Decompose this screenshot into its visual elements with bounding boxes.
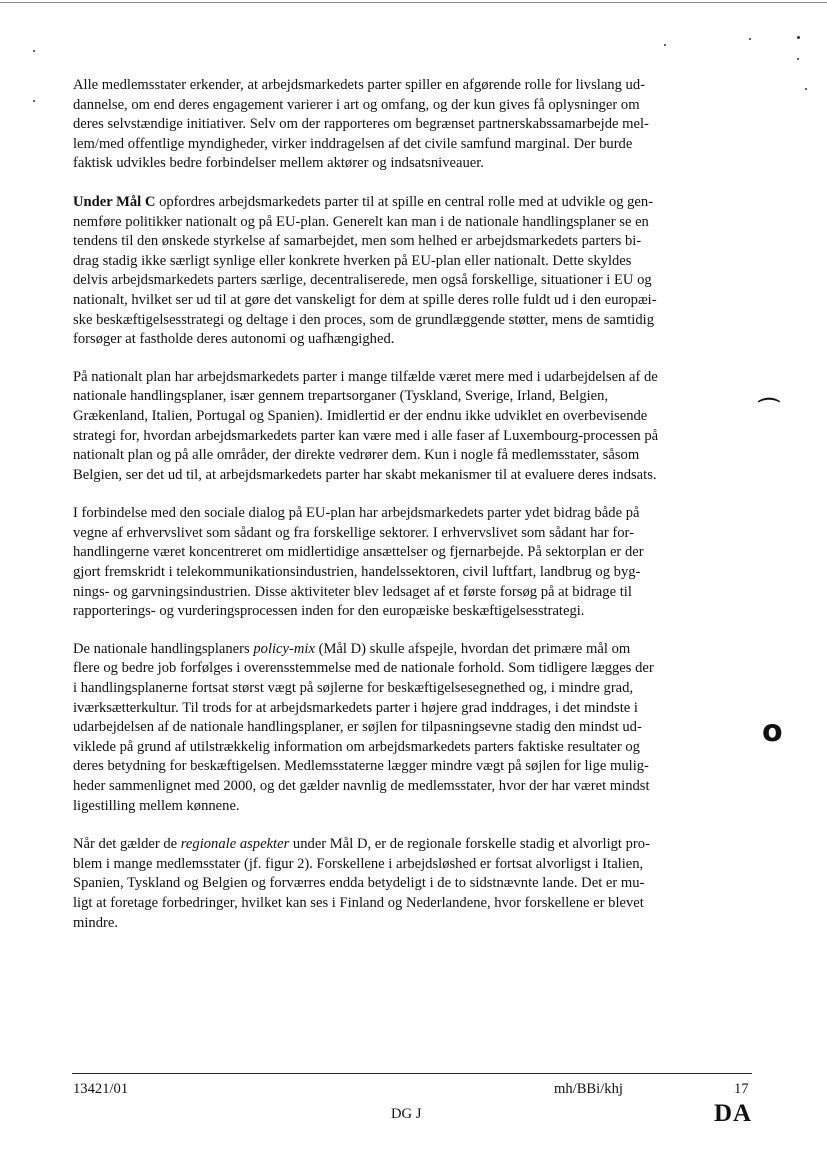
text-line: deres selvstændige initiativer. Selv om der rapporteres om begrænset partnerskabssamarbejde mel-: [73, 116, 649, 133]
text-line: I forbindelse med den sociale dialog på EU-plan har arbejdsmarkedets parter ydet bidrag både på: [73, 505, 640, 522]
text-line: drag stadig ikke særligt synlige eller konkrete hverken på EU-plan eller nationalt. Dette skyldes: [73, 252, 632, 269]
text-line: faktisk udvikles bedre forbindelser mellem aktører og indsatsniveauer.: [73, 155, 484, 172]
text-line: [73, 835, 757, 855]
text-line: Grækenland, Italien, Portugal og Spanien). Imidlertid er der endnu ikke udviklet en overbevisende: [73, 407, 648, 424]
language-code: DA: [714, 1100, 753, 1127]
text-line: ligt at foretage forbedringer, hvilket kan ses i Finland og Nederlandene, hvor forskellene er blevet: [73, 894, 644, 911]
scan-speck: [805, 88, 807, 90]
scan-speck: [664, 44, 666, 46]
paragraph-social-dialogue: [73, 504, 757, 622]
paragraph-policy-mix: [73, 640, 757, 816]
italic-term: regionale aspekter: [180, 836, 290, 853]
text-line: vegne af erhvervslivet som sådant og fra forskellige sektorer. I erhvervslivet som sådant har for-: [73, 524, 634, 541]
paragraph-goal-c: [73, 193, 757, 350]
document-reference: 13421/01: [73, 1081, 129, 1097]
text-line: [73, 193, 757, 213]
text-fragment: under Mål D, er de regionale forskelle stadig et alvorligt pro-: [289, 836, 650, 853]
text-line: nemføre politikker nationalt og på EU-plan. Generelt kan man i de nationale handlingsplaner se en: [73, 213, 649, 230]
top-edge-rule: [0, 2, 827, 3]
text-line: ske beskæftigelsesstrategi og deltage i den proces, som de grundlæggende støtter, mens de samtidig: [73, 311, 655, 328]
text-line: nationale handlingsplaner, især gennem trepartsorganer (Tyskland, Sverige, Irland, Belgien,: [73, 388, 609, 405]
text-line: Belgien, ser det ud til, at arbejdsmarkedets parter har skabt mekanismer til at evaluere deres indsats.: [73, 466, 657, 483]
margin-ring-mark: o: [762, 714, 783, 749]
text-line: Alle medlemsstater erkender, at arbejdsmarkedets parter spiller en afgørende rolle for livslang ud-: [73, 77, 645, 93]
text-fragment: opfordres arbejdsmarkedets parter til at spille en central rolle med at udvikle og gen-: [155, 193, 654, 210]
text-line: deres betydning for beskæftigelsen. Medlemsstaterne lægger mindre vægt på søjlen for lige mulig-: [73, 758, 649, 775]
text-line: handlingerne været koncentreret om midlertidige ansættelser og fjernarbejde. På sektorplan er der: [73, 544, 644, 561]
text-line: blem i mange medlemsstater (jf. figur 2). Forskellene i arbejdsløshed er fortsat alvorligst i Italien,: [73, 855, 644, 872]
text-fragment: De nationale handlingsplaners: [73, 640, 254, 657]
text-fragment: Når det gælder de: [73, 836, 181, 853]
text-line: [73, 640, 757, 660]
paragraph-regional-aspects: [73, 835, 757, 933]
text-line: flere og bedre job forfølges i overensstemmelse med de nationale forhold. Som tidligere lægges der: [73, 660, 654, 677]
text-line: i handlingsplanerne fortsat størst vægt på søjlerne for beskæftigelsesegnethed og, i mindre grad,: [73, 680, 634, 697]
bold-lead-in: Under Mål C: [73, 193, 156, 210]
text-line: udarbejdelsen af de nationale handlingsplaner, er søjlen for tilpasningsevne stadig den mindst ud-: [73, 719, 642, 736]
text-line: iværksætterkultur. Til trods for at arbejdsmarkedets parter i højere grad inddrages, i det mindste i: [73, 699, 638, 716]
footer-rule: [72, 1073, 752, 1074]
scan-speck: [749, 38, 751, 40]
text-line: viklede på grund af utilstrækkelig information om arbejdsmarkedets parters faktiske resultater og: [73, 738, 640, 755]
directorate-label: DG J: [391, 1106, 422, 1122]
text-line: lem/med offentlige myndigheder, virker inddragelsen af det civile samfund marginal. Der burde: [73, 135, 633, 152]
text-line: heder sammenlignet med 2000, og det gælder navnlig de medlemsstater, hvor der har været mindst: [73, 778, 650, 794]
text-line: ligestilling mellem kønnene.: [73, 797, 240, 814]
margin-hook-mark: ⌒: [758, 398, 781, 423]
text-line: nationalt, hvilket ser ud til at gøre det vanskeligt for dem at spille deres rolle fuldt ud i den europæi-: [73, 291, 657, 308]
paragraph-national-level: [73, 368, 757, 486]
text-line: nationalt plan og på alle områder, der direkte vedrører dem. Kun i nogle få medlemsstater, såsom: [73, 447, 640, 464]
text-line: tendens til den ønskede styrkelse af samarbejdet, men som helhed er arbejdsmarkedets parters bi-: [73, 233, 642, 250]
italic-term: policy-mix: [253, 640, 315, 657]
scan-speck: [797, 58, 799, 60]
text-line: forsøger at fastholde deres autonomi og uafhængighed.: [73, 331, 395, 348]
text-line: mindre.: [73, 914, 118, 931]
scan-speck: [33, 100, 35, 102]
scan-speck: [33, 50, 35, 52]
text-line: Spanien, Tyskland og Belgien og forværres endda betydeligt i de to sidstnævnte lande. Det er mu-: [73, 875, 645, 892]
text-line: strategi for, hvordan arbejdsmarkedets parter kan være med i alle faser af Luxembourg-processen på: [73, 427, 659, 444]
text-line: rapporterings- og vurderingsprocessen inden for den europæiske beskæftigelsesstrategi.: [73, 603, 585, 620]
text-line: dannelse, om end deres engagement varierer i art og omfang, og der kun gives få oplysninger om: [73, 96, 640, 113]
text-line: På nationalt plan har arbejdsmarkedets parter i mange tilfælde været mere med i udarbejdelsen af de: [73, 368, 658, 385]
text-fragment: (Mål D) skulle afspejle, hvordan det primære mål om: [314, 640, 631, 657]
document-body: [73, 76, 757, 933]
scan-speck: [797, 36, 800, 39]
page-number: 17: [734, 1081, 749, 1097]
paragraph-lifelong-learning: [73, 76, 757, 174]
text-line: gjort fremskridt i telekommunikationsindustrien, handelssektoren, civil luftfart, landbrug og byg-: [73, 564, 641, 581]
text-line: nings- og garvningsindustrien. Disse aktiviteter blev ledsaget af et første forsøg på at bidrage til: [73, 583, 632, 600]
author-initials: mh/BBi/khj: [554, 1081, 623, 1097]
text-line: delvis arbejdsmarkedets parters særlige, decentraliserede, men også forskellige, situationer i EU og: [73, 272, 652, 289]
